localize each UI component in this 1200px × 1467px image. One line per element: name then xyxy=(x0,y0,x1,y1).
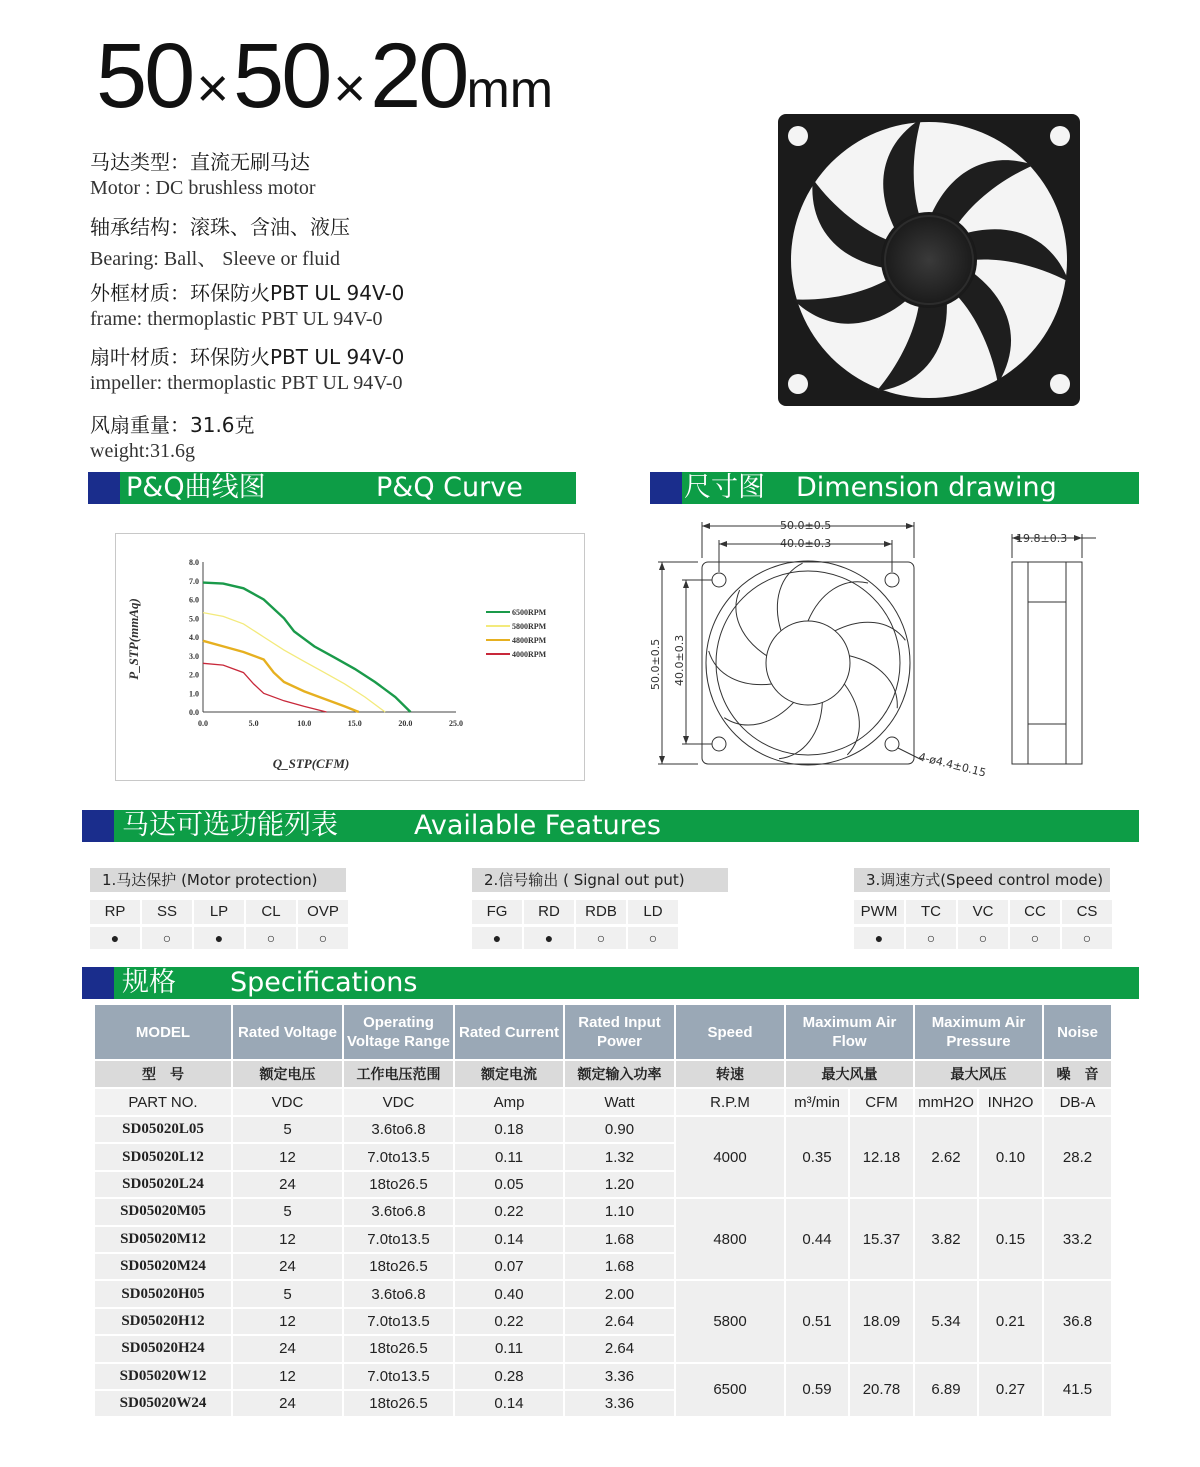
feature-item: SS xyxy=(142,900,192,924)
cell: 1.10 xyxy=(564,1198,675,1225)
x-tick-label: 5.0 xyxy=(248,719,259,728)
pressure-mm-cell: 5.34 xyxy=(914,1280,978,1362)
series-line-5800rpm xyxy=(203,613,385,712)
section-spec-cn: 规格 xyxy=(122,967,176,998)
col-model-cn: 型 号 xyxy=(94,1060,232,1088)
cell: 7.0to13.5 xyxy=(343,1363,454,1390)
unit-cell: CFM xyxy=(849,1088,914,1116)
pressure-in-cell: 0.21 xyxy=(978,1280,1043,1362)
table-header-cn xyxy=(94,1060,1112,1088)
spec-motor xyxy=(90,146,316,200)
specifications-table xyxy=(93,1003,1113,1418)
section-pq-curve xyxy=(88,472,576,504)
part-no: SD05020W24 xyxy=(94,1390,232,1417)
feature-mark: ○ xyxy=(298,927,348,949)
cell: 18to26.5 xyxy=(343,1171,454,1198)
airflow-cfm-cell: 12.18 xyxy=(849,1116,914,1198)
cell: 24 xyxy=(232,1390,343,1417)
feature-item: RD xyxy=(524,900,574,924)
dim-outer-v-label: 50.0±0.5 xyxy=(649,638,662,690)
spec-frame-en: frame: thermoplastic PBT UL 94V-0 xyxy=(90,308,383,330)
airflow-cfm-cell: 20.78 xyxy=(849,1363,914,1418)
feature-mark: ○ xyxy=(142,927,192,949)
spec-impeller xyxy=(90,341,404,395)
legend-label: 4000RPM xyxy=(512,650,547,659)
unit-cell: VDC xyxy=(232,1088,343,1116)
speed-cell: 4800 xyxy=(675,1198,785,1280)
table-row xyxy=(94,1198,1112,1225)
cell: 12 xyxy=(232,1143,343,1170)
x-tick-label: 20.0 xyxy=(398,719,413,728)
section-dimension xyxy=(650,472,1139,504)
unit-cell: PART NO. xyxy=(94,1088,232,1116)
y-tick-label: 4.0 xyxy=(189,633,199,642)
legend-label: 4800RPM xyxy=(512,636,547,645)
feature-group-motor-protection: 1.马达保护 (Motor protection) xyxy=(90,868,346,892)
noise-cell: 33.2 xyxy=(1043,1198,1112,1280)
part-no: SD05020L24 xyxy=(94,1171,232,1198)
feature-mark: ○ xyxy=(1010,927,1060,949)
airflow-cfm-cell: 15.37 xyxy=(849,1198,914,1280)
cell: 5 xyxy=(232,1198,343,1225)
cell: 1.20 xyxy=(564,1171,675,1198)
section-pq-en: P&Q Curve xyxy=(376,472,523,503)
cell: 7.0to13.5 xyxy=(343,1143,454,1170)
unit-cell: DB-A xyxy=(1043,1088,1112,1116)
cell: 7.0to13.5 xyxy=(343,1226,454,1253)
spec-weight xyxy=(90,409,255,463)
dim-depth-label: 19.8±0.3 xyxy=(1016,532,1068,545)
feature-item: CL xyxy=(246,900,296,924)
cell: 1.32 xyxy=(564,1143,675,1170)
part-no: SD05020L12 xyxy=(94,1143,232,1170)
unit-cell: VDC xyxy=(343,1088,454,1116)
feature-item: OVP xyxy=(298,900,348,924)
spec-bearing-cn: 轴承结构：滚珠、含油、液压 xyxy=(90,215,350,239)
spec-weight-cn: 风扇重量：31.6克 xyxy=(90,413,255,437)
unit-cell: m³/min xyxy=(785,1088,849,1116)
feature-mark: ○ xyxy=(906,927,956,949)
cell: 0.40 xyxy=(454,1280,564,1307)
part-no: SD05020M05 xyxy=(94,1198,232,1225)
cell: 0.05 xyxy=(454,1171,564,1198)
cell: 0.28 xyxy=(454,1363,564,1390)
col-air-flow-cn: 最大风量 xyxy=(785,1060,914,1088)
y-axis-title: P_STP(mmAq) xyxy=(126,598,141,680)
cell: 3.36 xyxy=(564,1363,675,1390)
legend-label: 6500RPM xyxy=(512,608,547,617)
cell: 24 xyxy=(232,1253,343,1280)
feature-item: CS xyxy=(1062,900,1112,924)
col-noise: Noise xyxy=(1043,1004,1112,1060)
cell: 3.36 xyxy=(564,1390,675,1417)
col-rated-voltage-cn: 额定电压 xyxy=(232,1060,343,1088)
feature-mark: ● xyxy=(524,927,574,949)
cell: 24 xyxy=(232,1335,343,1362)
cell: 0.90 xyxy=(564,1116,675,1143)
y-tick-label: 8.0 xyxy=(189,558,199,567)
feature-mark: ● xyxy=(90,927,140,949)
y-tick-label: 2.0 xyxy=(189,670,199,680)
part-no: SD05020H24 xyxy=(94,1335,232,1362)
cell: 2.00 xyxy=(564,1280,675,1307)
spec-motor-en: Motor : DC brushless motor xyxy=(90,177,316,199)
feature-item: FG xyxy=(472,900,522,924)
cell: 0.07 xyxy=(454,1253,564,1280)
noise-cell: 36.8 xyxy=(1043,1280,1112,1362)
product-size-title xyxy=(96,25,554,127)
y-tick-label: 1.0 xyxy=(189,689,199,699)
cell: 0.11 xyxy=(454,1143,564,1170)
noise-cell: 28.2 xyxy=(1043,1116,1112,1198)
section-marker xyxy=(82,810,114,842)
feature-item: LP xyxy=(194,900,244,924)
part-no: SD05020L05 xyxy=(94,1116,232,1143)
cell: 3.6to6.8 xyxy=(343,1116,454,1143)
table-row xyxy=(94,1363,1112,1390)
pressure-in-cell: 0.27 xyxy=(978,1363,1043,1418)
section-feat-cn: 马达可选功能列表 xyxy=(122,810,338,841)
cell: 5 xyxy=(232,1116,343,1143)
pressure-in-cell: 0.15 xyxy=(978,1198,1043,1280)
col-noise-cn: 噪 音 xyxy=(1043,1060,1112,1088)
dimension-drawing xyxy=(640,510,1110,785)
col-input-power: Rated Input Power xyxy=(564,1004,675,1060)
col-air-pressure: Maximum Air Pressure xyxy=(914,1004,1043,1060)
speed-cell: 5800 xyxy=(675,1280,785,1362)
spec-bearing xyxy=(90,211,350,271)
dim-holes-label: 4-ø4.4±0.15 xyxy=(917,750,988,780)
section-spec-en: Specifications xyxy=(230,967,418,998)
cell: 18to26.5 xyxy=(343,1253,454,1280)
cell: 0.22 xyxy=(454,1308,564,1335)
col-air-flow: Maximum Air Flow xyxy=(785,1004,914,1060)
title-times: × xyxy=(333,56,367,119)
pq-chart-frame xyxy=(115,533,585,781)
airflow-m3-cell: 0.35 xyxy=(785,1116,849,1198)
section-marker xyxy=(82,967,114,999)
cell: 18to26.5 xyxy=(343,1390,454,1417)
section-dim-en: Dimension drawing xyxy=(796,472,1057,503)
cell: 7.0to13.5 xyxy=(343,1308,454,1335)
speed-cell: 4000 xyxy=(675,1116,785,1198)
title-times: × xyxy=(196,56,230,119)
y-tick-label: 3.0 xyxy=(189,651,199,661)
cell: 3.6to6.8 xyxy=(343,1198,454,1225)
col-voltage-range-cn: 工作电压范围 xyxy=(343,1060,454,1088)
feature-mark: ○ xyxy=(958,927,1008,949)
spec-frame-cn: 外框材质：环保防火PBT UL 94V-0 xyxy=(90,281,405,305)
cell: 24 xyxy=(232,1171,343,1198)
col-rated-voltage: Rated Voltage xyxy=(232,1004,343,1060)
airflow-m3-cell: 0.44 xyxy=(785,1198,849,1280)
feature-item: RP xyxy=(90,900,140,924)
table-row xyxy=(94,1280,1112,1307)
unit-cell: INH2O xyxy=(978,1088,1043,1116)
section-pq-cn: P&Q曲线图 xyxy=(126,472,266,503)
feature-item: CC xyxy=(1010,900,1060,924)
section-features xyxy=(82,810,1139,842)
feature-item: RDB xyxy=(576,900,626,924)
airflow-m3-cell: 0.51 xyxy=(785,1280,849,1362)
cell: 12 xyxy=(232,1363,343,1390)
fan-photo xyxy=(776,112,1082,408)
x-axis-title: Q_STP(CFM) xyxy=(272,756,350,771)
feature-mark: ○ xyxy=(576,927,626,949)
noise-cell: 41.5 xyxy=(1043,1363,1112,1418)
col-input-power-cn: 额定输入功率 xyxy=(564,1060,675,1088)
table-header-en xyxy=(94,1004,1112,1060)
spec-impeller-cn: 扇叶材质：环保防火PBT UL 94V-0 xyxy=(90,345,405,369)
dim-outer-label: 50.0±0.5 xyxy=(780,519,832,532)
cell: 5 xyxy=(232,1280,343,1307)
part-no: SD05020M24 xyxy=(94,1253,232,1280)
pressure-in-cell: 0.10 xyxy=(978,1116,1043,1198)
feature-mark: ○ xyxy=(246,927,296,949)
cell: 3.6to6.8 xyxy=(343,1280,454,1307)
y-tick-label: 6.0 xyxy=(189,595,199,605)
cell: 1.68 xyxy=(564,1226,675,1253)
feature-mark: ○ xyxy=(628,927,678,949)
dim-hole-label: 40.0±0.3 xyxy=(780,537,832,550)
cell: 1.68 xyxy=(564,1253,675,1280)
spec-frame xyxy=(90,277,404,331)
section-marker xyxy=(88,472,120,504)
unit-cell: Amp xyxy=(454,1088,564,1116)
spec-weight-en: weight:31.6g xyxy=(90,440,195,462)
pq-chart xyxy=(116,534,586,782)
pressure-mm-cell: 2.62 xyxy=(914,1116,978,1198)
feature-group-speed-control: 3.调速方式(Speed control mode) xyxy=(854,868,1110,892)
table-row xyxy=(94,1116,1112,1143)
cell: 0.22 xyxy=(454,1198,564,1225)
x-tick-label: 0.0 xyxy=(198,719,208,728)
x-tick-label: 10.0 xyxy=(297,719,312,728)
col-rated-current: Rated Current xyxy=(454,1004,564,1060)
col-rated-current-cn: 额定电流 xyxy=(454,1060,564,1088)
feature-item: LD xyxy=(628,900,678,924)
dim-hole-v-label: 40.0±0.3 xyxy=(673,634,686,686)
cell: 0.14 xyxy=(454,1226,564,1253)
cell: 0.11 xyxy=(454,1335,564,1362)
title-dim-a: 50 xyxy=(96,25,193,127)
col-model: MODEL xyxy=(94,1004,232,1060)
col-speed: Speed xyxy=(675,1004,785,1060)
feature-item: VC xyxy=(958,900,1008,924)
y-tick-label: 0.0 xyxy=(189,708,199,717)
y-tick-label: 7.0 xyxy=(189,576,199,586)
section-feat-en: Available Features xyxy=(414,810,661,841)
feature-item: PWM xyxy=(854,900,904,924)
title-unit: mm xyxy=(466,61,554,119)
feature-item: TC xyxy=(906,900,956,924)
airflow-m3-cell: 0.59 xyxy=(785,1363,849,1418)
section-dim-cn: 尺寸图 xyxy=(684,472,765,503)
part-no: SD05020W12 xyxy=(94,1363,232,1390)
pressure-mm-cell: 3.82 xyxy=(914,1198,978,1280)
unit-cell: Watt xyxy=(564,1088,675,1116)
col-speed-cn: 转速 xyxy=(675,1060,785,1088)
y-tick-label: 5.0 xyxy=(189,614,199,624)
series-line-4000rpm xyxy=(203,663,327,712)
x-tick-label: 15.0 xyxy=(347,719,362,728)
col-air-pressure-cn: 最大风压 xyxy=(914,1060,1043,1088)
spec-motor-cn: 马达类型：直流无刷马达 xyxy=(90,150,310,174)
spec-impeller-en: impeller: thermoplastic PBT UL 94V-0 xyxy=(90,372,403,394)
legend-label: 5800RPM xyxy=(512,622,547,631)
cell: 0.14 xyxy=(454,1390,564,1417)
pressure-mm-cell: 6.89 xyxy=(914,1363,978,1418)
part-no: SD05020H05 xyxy=(94,1280,232,1307)
feature-mark: ○ xyxy=(1062,927,1112,949)
part-no: SD05020H12 xyxy=(94,1308,232,1335)
unit-cell: R.P.M xyxy=(675,1088,785,1116)
table-units xyxy=(94,1088,1112,1116)
col-voltage-range: Operating Voltage Range xyxy=(343,1004,454,1060)
section-specifications xyxy=(82,967,1139,999)
cell: 0.18 xyxy=(454,1116,564,1143)
spec-bearing-en: Bearing: Ball、 Sleeve or fluid xyxy=(90,248,340,270)
feature-mark: ● xyxy=(472,927,522,949)
unit-cell: mmH2O xyxy=(914,1088,978,1116)
title-dim-c: 20 xyxy=(370,25,467,127)
cell: 2.64 xyxy=(564,1335,675,1362)
cell: 18to26.5 xyxy=(343,1335,454,1362)
feature-group-signal-output: 2.信号输出 ( Signal out put) xyxy=(472,868,728,892)
speed-cell: 6500 xyxy=(675,1363,785,1418)
cell: 2.64 xyxy=(564,1308,675,1335)
title-dim-b: 50 xyxy=(233,25,330,127)
part-no: SD05020M12 xyxy=(94,1226,232,1253)
section-marker xyxy=(650,472,682,504)
airflow-cfm-cell: 18.09 xyxy=(849,1280,914,1362)
series-line-4800rpm xyxy=(203,641,359,712)
x-tick-label: 25.0 xyxy=(449,719,463,728)
cell: 12 xyxy=(232,1226,343,1253)
feature-mark: ● xyxy=(194,927,244,949)
feature-mark: ● xyxy=(854,927,904,949)
cell: 12 xyxy=(232,1308,343,1335)
